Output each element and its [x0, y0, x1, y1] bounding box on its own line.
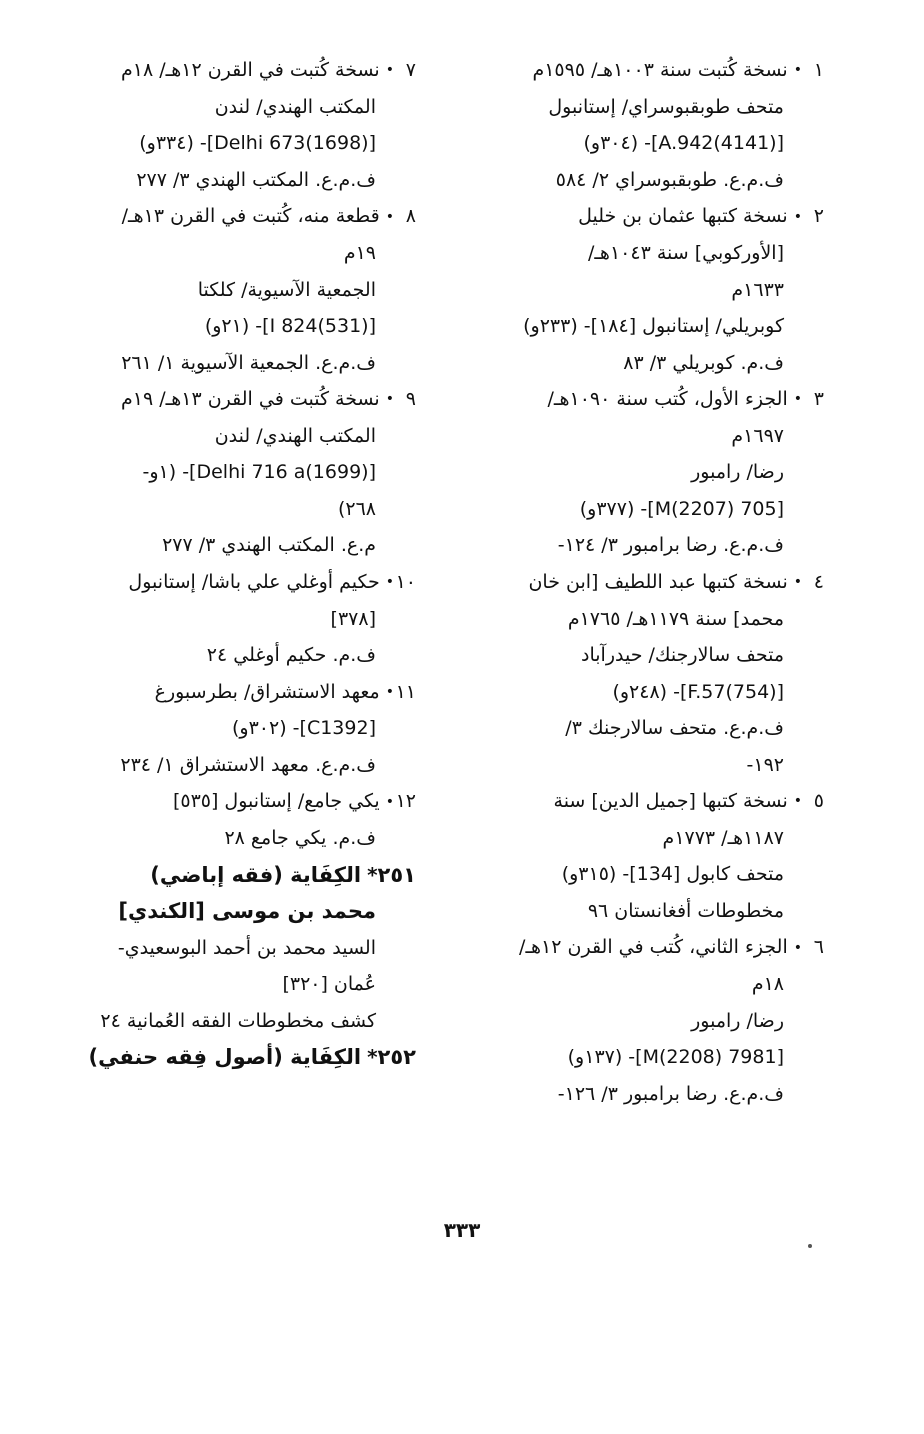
- item-continuation: ١١٨٧هـ/ ١٧٧٣م: [662, 826, 784, 849]
- item-detail: ف.م. يكي جامع ٢٨: [224, 827, 376, 849]
- bullet-icon: •: [385, 574, 394, 590]
- item-text: معهد الاستشراق/ بطرسبورغ: [154, 680, 380, 703]
- item-detail: رضا/ رامبور: [691, 461, 784, 484]
- manuscript-item: [474, 52, 824, 89]
- item-text: الجزء الثاني، كُتب في القرن ١٢هـ/: [519, 936, 788, 959]
- item-number: ٨: [405, 205, 416, 228]
- manuscript-item: [474, 381, 824, 418]
- item-text: نسخة كُتبت سنة ١٠٠٣هـ/ ١٥٩٥م: [532, 59, 788, 81]
- entry-title: الكِفَاية (أصول فِقه حنفي): [88, 1045, 362, 1069]
- item-detail: ف.م.ع. المكتب الهندي ٣/ ٢٧٧: [136, 168, 376, 191]
- item-number: ٥: [813, 790, 824, 812]
- bullet-icon: •: [793, 391, 802, 408]
- item-detail: متحف كابول [134]- (٣١٥و): [561, 863, 784, 886]
- item-text: حكيم أوغلي علي باشا/ إستانبول: [128, 570, 380, 593]
- item-detail: المكتب الهندي/ لندن: [214, 95, 376, 118]
- bullet-icon: •: [385, 62, 394, 79]
- item-detail: [705 M(2207)]- (٣٧٧و): [579, 497, 784, 520]
- manuscript-item: [96, 674, 416, 711]
- item-text: نسخة كتبها عبد اللطيف [ابن خان: [528, 570, 788, 593]
- item-detail: متحف طوبقبوسراي/ إستانبول: [548, 95, 784, 118]
- right-column: [474, 52, 824, 1112]
- item-text: قطعة منه، كُتبت في القرن ١٣هـ/: [121, 205, 380, 228]
- item-number: ٩: [405, 388, 416, 410]
- item-detail: [7981 M(2208)]- (١٣٧و): [567, 1046, 784, 1068]
- bullet-icon: •: [793, 793, 802, 810]
- left-column: [88, 52, 416, 1076]
- item-detail: ف.م.ع. رضا برامبور ٣/ ١٢٦-: [557, 1082, 784, 1105]
- entry-title: الكِفَاية (فقه إباضي): [150, 862, 362, 887]
- item-continuation: ١٦٩٧م: [731, 424, 784, 447]
- entry-number: ٢٥٢: [377, 1045, 416, 1069]
- item-detail: السيد محمد بن أحمد البوسعيدي-: [117, 936, 376, 959]
- item-detail: ف.م.ع. معهد الاستشراق ١/ ٢٣٤: [120, 753, 376, 776]
- item-detail: ف.م.ع. طوبقبوسراي ٢/ ٥٨٤: [555, 168, 784, 191]
- manuscript-item: [474, 198, 824, 235]
- item-number: ٢: [813, 205, 824, 228]
- entry-heading: [88, 1039, 416, 1076]
- item-detail: ١٩٢-: [746, 753, 784, 776]
- item-number: ١١: [395, 680, 416, 703]
- entry-heading: [96, 857, 416, 894]
- asterisk-icon: *: [367, 862, 378, 887]
- bullet-icon: •: [385, 391, 394, 408]
- manuscript-item: [474, 783, 824, 820]
- item-continuation: ١٦٣٣م: [731, 278, 784, 301]
- item-continuation: [الأوركوبي] سنة ١٠٤٣هـ/: [587, 242, 784, 264]
- bullet-icon: •: [385, 793, 394, 810]
- item-detail: [F.57(754)]- (٢٤٨و): [612, 680, 784, 703]
- bullet-icon: •: [793, 939, 802, 956]
- scan-speck: [808, 1244, 812, 1248]
- item-detail: [Delhi 673(1698)]- (٣٣٤و): [139, 132, 376, 155]
- asterisk-icon: *: [367, 1045, 378, 1069]
- manuscript-item: [96, 52, 416, 89]
- manuscript-item: [96, 783, 416, 820]
- item-text: يكي جامع/ إستانبول [٥٣٥]: [172, 790, 380, 813]
- bullet-icon: •: [385, 683, 394, 700]
- manuscript-item: [96, 564, 416, 601]
- item-text: نسخة كُتبت في القرن ١٣هـ/ ١٩م: [121, 388, 380, 410]
- item-detail: [I 824(531)]- (٢١و): [204, 315, 376, 337]
- item-detail: رضا/ رامبور: [691, 1009, 784, 1032]
- item-detail: ف.م. حكيم أوغلي ٢٤: [206, 644, 376, 666]
- item-detail: ف.م.ع. رضا برامبور ٣/ ١٢٤-: [557, 534, 784, 557]
- item-detail: المكتب الهندي/ لندن: [214, 424, 376, 447]
- bullet-icon: •: [385, 208, 394, 225]
- bullet-icon: •: [793, 574, 802, 590]
- item-detail: [٣٧٨]: [330, 607, 376, 630]
- item-text: نسخة كتبها عثمان بن خليل: [578, 205, 788, 228]
- item-detail: [C1392]- (٣٠٢و): [232, 717, 376, 740]
- item-text: الجزء الأول، كُتب سنة ١٠٩٠هـ/: [547, 388, 788, 410]
- item-detail: متحف سالارجنك/ حيدرآباد: [581, 644, 784, 666]
- item-detail: ف.م.ع. الجمعية الآسيوية ١/ ٢٦١: [121, 351, 376, 374]
- item-number: ٣: [813, 388, 824, 410]
- item-number: ٤: [813, 570, 824, 593]
- manuscript-item: [474, 929, 824, 966]
- item-detail: [A.942(4141)]- (٣٠٤و): [583, 132, 784, 155]
- item-continuation: محمد] سنة ١١٧٩هـ/ ١٧٦٥م: [567, 607, 784, 630]
- manuscript-item: [96, 381, 416, 418]
- item-detail: ف.م. كوبريلي ٣/ ٨٣: [623, 351, 784, 374]
- item-detail: مخطوطات أفغانستان ٩٦: [587, 899, 784, 922]
- item-continuation: ١٩م: [343, 242, 376, 264]
- item-detail: ٢٦٨): [337, 497, 376, 520]
- item-number: ١: [813, 59, 824, 81]
- item-text: نسخة كُتبت في القرن ١٢هـ/ ١٨م: [121, 59, 380, 81]
- item-detail: عُمان [٣٢٠]: [282, 973, 376, 995]
- item-number: ١٢: [395, 790, 416, 813]
- item-number: ٧: [405, 59, 416, 81]
- item-detail: م.ع. المكتب الهندي ٣/ ٢٧٧: [162, 534, 376, 557]
- item-text: نسخة كتبها [جميل الدين] سنة: [553, 790, 788, 812]
- bullet-icon: •: [793, 62, 802, 79]
- manuscript-item: [96, 198, 416, 235]
- item-detail: الجمعية الآسيوية/ كلكتا: [197, 278, 376, 301]
- item-detail: ف.م.ع. متحف سالارجنك ٣/: [565, 717, 784, 739]
- item-number: ١٠: [395, 570, 416, 593]
- manuscript-item: [474, 564, 824, 601]
- item-continuation: ١٨م: [751, 973, 784, 995]
- item-number: ٦: [813, 936, 824, 959]
- entry-number: ٢٥١: [377, 862, 416, 887]
- item-detail: كشف مخطوطات الفقه العُمانية ٢٤: [100, 1009, 376, 1032]
- page-number: ٣٣٣: [443, 1218, 481, 1242]
- item-detail: كوبريلي/ إستانبول [١٨٤]- (٢٣٣و): [523, 315, 784, 337]
- bullet-icon: •: [793, 208, 802, 225]
- entry-author: محمد بن موسى [الكندي]: [118, 899, 376, 923]
- item-detail: [Delhi 716 a(1699)]- (١و-: [142, 461, 376, 484]
